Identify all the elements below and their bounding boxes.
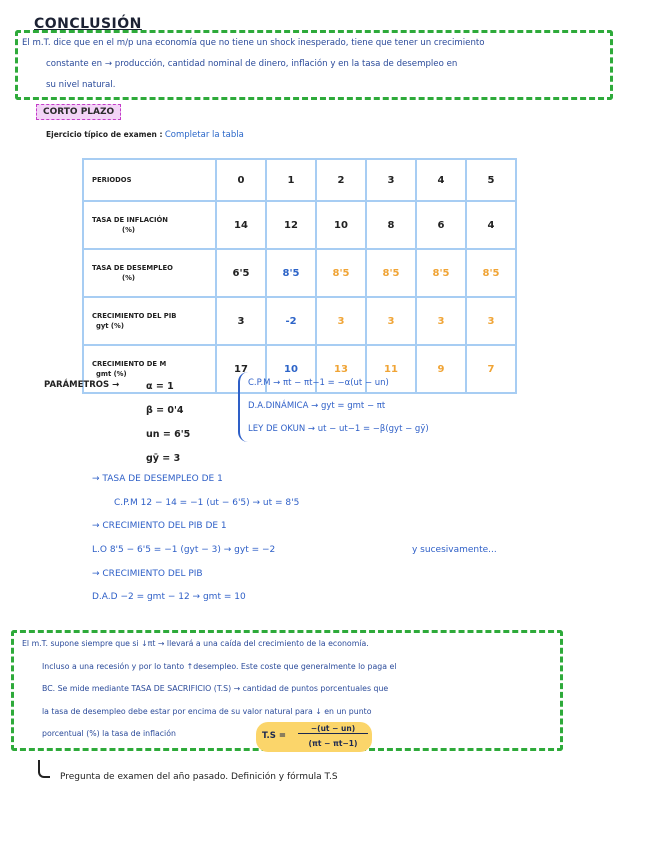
exercise-line [46,130,244,140]
table-header-cell: 4 [416,159,466,201]
table-cell: 4 [466,201,516,249]
corto-plazo-label: CORTO PLAZO [36,104,121,120]
box2-line-2: Incluso a una recesión y por lo tanto ↑desempleo. Este coste que generalmente lo paga el [42,661,397,671]
conclusion-box [15,30,613,100]
row-label-main: CRECIMIENTO DEL PIB [92,312,177,320]
table-cell: 13 [316,345,366,393]
box2-line-3: BC. Se mide mediante TASA DE SACRIFICIO (T.S) → cantidad de puntos porcentuales que [42,684,389,693]
table-cell: 12 [266,201,316,249]
table-cell: 6'5 [216,249,266,297]
param-un: un = 6'5 [146,429,191,440]
table-cell: -2 [266,297,316,345]
table-header-label: PERIODOS [83,159,216,201]
table-cell: 17 [216,345,266,393]
table-cell: 8 [366,201,416,249]
row-label-main: CRECIMIENTO DE M [92,360,167,368]
parameters-label: PARÁMETROS → [44,380,120,390]
table-cell: 6 [416,201,466,249]
row-label-unit: (%) [122,274,136,282]
conclusion-line-3: su nivel natural. [46,80,116,90]
ts-formula-denominator: (πt − πt−1) [308,739,358,748]
table-cell: 14 [216,201,266,249]
table-header-cell: 0 [216,159,266,201]
table-cell: 8'5 [416,249,466,297]
row-label [83,297,216,345]
table-header-cell: 3 [366,159,416,201]
exercise-text: Completar la tabla [164,130,244,140]
table-cell: 3 [416,297,466,345]
box2-line-1: El m.T. supone siempre que si ↓πt → llevará a una caída del crecimiento de la economía. [22,639,369,648]
hook-arrow-icon [38,760,50,778]
table-header-cell: 1 [266,159,316,201]
equation-okun: LEY DE OKUN → ut − ut−1 = −β(gyt − gȳ) [248,424,429,434]
table-row [83,297,516,345]
table-cell: 8'5 [316,249,366,297]
step-1-title: → TASA DE DESEMPLEO DE 1 [92,474,223,484]
table-cell: 10 [316,201,366,249]
table-cell: 10 [266,345,316,393]
table-row [83,249,516,297]
box2-line-4: la tasa de desempleo debe estar por encima de su valor natural para ↓ en un punto [42,706,372,716]
param-gy: gȳ = 3 [146,453,181,464]
table-cell: 8'5 [366,249,416,297]
step-1-equation: C.P.M 12 − 14 = −1 (ut − 6'5) → ut = 8'5 [114,498,300,508]
equation-cpm: C.P.M → πt − πt−1 = −α(ut − un) [248,378,389,388]
box2-line-5: porcentual (%) la tasa de inflación [42,729,176,738]
exercise-prefix: Ejercicio típico de examen : [46,130,163,139]
table-cell: 9 [416,345,466,393]
table-cell: 7 [466,345,516,393]
data-table [82,158,517,394]
conclusion-line-2: constante en → producción, cantidad nominal de dinero, inflación y en la tasa de desempleo en [46,59,458,69]
param-alpha: α = 1 [146,381,174,392]
equation-dad: D.A.DINÁMICA → gyt = gmt − πt [248,401,386,411]
table-cell: 11 [366,345,416,393]
footnote: Pregunta de examen del año pasado. Definición y fórmula T.S [60,772,338,782]
step-3-title: → CRECIMIENTO DEL PIB [92,569,203,579]
ts-formula-label: T.S = [262,731,286,741]
table-cell: 8'5 [266,249,316,297]
table-cell: 8'5 [466,249,516,297]
row-label-unit: (%) [122,226,136,234]
table-cell: 3 [366,297,416,345]
step-3-equation: D.A.D −2 = gmt − 12 → gmt = 10 [92,592,246,602]
row-label [83,249,216,297]
conclusion-line-1: El m.T. dice que en el m/p una economía que no tiene un shock inesperado, tiene que tener un crecimiento [22,38,485,48]
row-label-main: TASA DE DESEMPLEO [92,264,173,272]
row-label-main: TASA DE INFLACIÓN [92,216,168,224]
page-title: CONCLUSIÓN [34,16,142,32]
step-2-note: y sucesivamente... [412,545,497,555]
table-cell: 3 [216,297,266,345]
ts-formula-numerator: −(ut − un) [298,724,368,734]
table-cell: 3 [466,297,516,345]
table-header-cell: 5 [466,159,516,201]
row-label [83,201,216,249]
table-cell: 3 [316,297,366,345]
step-2-title: → CRECIMIENTO DEL PIB DE 1 [92,521,227,531]
equations-group [238,372,429,442]
table-header-row [83,159,516,201]
table-header-cell: 2 [316,159,366,201]
param-beta: β = 0'4 [146,405,184,416]
row-label-unit: gyt (%) [96,322,124,330]
row-label-unit: gmt (%) [96,370,127,378]
step-2-equation: L.O 8'5 − 6'5 = −1 (gyt − 3) → gyt = −2 [92,545,276,555]
table-row [83,201,516,249]
